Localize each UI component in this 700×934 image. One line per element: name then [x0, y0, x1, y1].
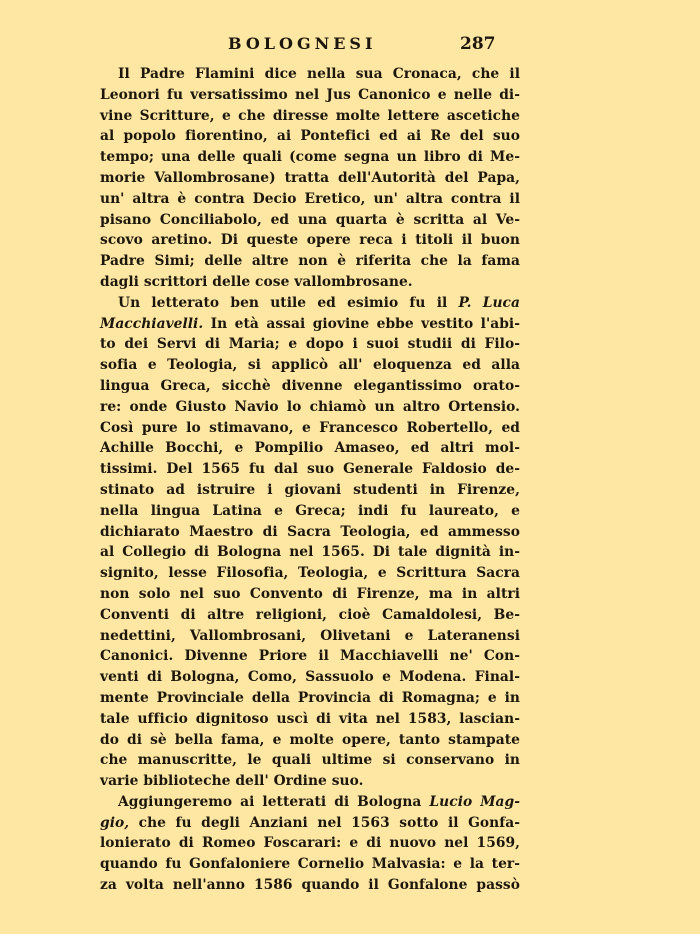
text-line — [100, 459, 520, 480]
text-line — [100, 480, 520, 501]
text-line — [100, 106, 520, 127]
text-line — [100, 126, 520, 147]
text-line — [100, 730, 520, 751]
text-segment: do di sè bella fama, e molte opere, tanto stampate — [100, 731, 520, 748]
italic-text: gio, — [100, 814, 130, 831]
text-line — [100, 813, 520, 834]
italic-text: Lucio Mag- — [429, 793, 520, 810]
text-segment: tissimi. Del 1565 fu dal suo Generale Faldosio de- — [100, 461, 520, 478]
text-line — [100, 542, 520, 563]
text-line — [100, 438, 520, 459]
text-segment: non solo nel suo Convento di Firenze, ma in altri — [100, 585, 520, 602]
text-line — [100, 85, 520, 106]
text-line — [100, 418, 520, 439]
text-segment: morie Vallombrosane) tratta dell'Autorità del Papa, — [100, 169, 520, 186]
text-segment: quando fu Gonfaloniere Cornelio Malvasia: e la ter- — [100, 856, 520, 873]
text-segment: vine Scritture, e che diresse molte lettere ascetiche — [100, 107, 520, 124]
text-line — [100, 605, 520, 626]
text-segment: varie biblioteche dell' Ordine suo. — [100, 773, 364, 790]
text-segment: pisano Conciliabolo, ed una quarta è scritta al Ve- — [100, 211, 520, 228]
text-segment: lonierato di Romeo Foscarari: e di nuovo nel 1569, — [100, 835, 520, 852]
text-segment: venti di Bologna, Como, Sassuolo e Modena. Final- — [100, 669, 520, 686]
text-segment: za volta nell'anno 1586 quando il Gonfalone passò — [100, 877, 520, 894]
text-segment: In età assai giovine ebbe vestito l'abi- — [203, 315, 520, 332]
text-line — [100, 272, 520, 293]
text-segment: mente Provinciale della Provincia di Romagna; e in — [100, 689, 520, 706]
italic-text: P. Luca — [458, 294, 520, 311]
text-segment: scovo aretino. Di queste opere reca i titoli il buon — [100, 232, 520, 249]
text-line — [100, 667, 520, 688]
text-line — [100, 501, 520, 522]
text-line — [100, 210, 520, 231]
text-line — [100, 189, 520, 210]
text-segment: Leonori fu versatissimo nel Jus Canonico e nelle di- — [100, 86, 520, 103]
text-segment: signito, lesse Filosofia, Teologia, e Scrittura Sacra — [100, 565, 520, 582]
text-segment: al popolo fiorentino, ai Pontefici ed ai Re del suo — [100, 128, 520, 145]
running-title: BOLOGNESI — [228, 34, 377, 53]
text-line — [100, 584, 520, 605]
text-segment: re: onde Giusto Navio lo chiamò un altro Ortensio. — [100, 398, 520, 415]
text-segment: Un letterato ben utile ed esimio fu il — [118, 294, 459, 311]
text-line — [100, 314, 520, 335]
text-segment: Così pure lo stimavano, e Francesco Robertello, ed — [100, 419, 520, 436]
text-segment: Achille Bocchi, e Pompilio Amaseo, ed altri mol- — [100, 440, 520, 457]
text-segment: nedettini, Vallombrosani, Olivetani e Lateranensi — [100, 627, 520, 644]
text-segment: al Collegio di Bologna nel 1565. Di tale dignità in- — [100, 544, 520, 561]
text-segment: Il Padre Flamini dice nella sua Cronaca, che il — [118, 66, 520, 82]
text-line — [100, 376, 520, 397]
text-line — [100, 688, 520, 709]
body-text — [100, 64, 520, 896]
text-segment: nella lingua Latina e Greca; indi fu laureato, e — [100, 502, 520, 519]
page-header — [0, 30, 700, 56]
text-segment: stinato ad istruire i giovani studenti in Firenze, — [100, 481, 520, 498]
text-segment: lingua Greca, sicchè divenne elegantissimo orato- — [100, 377, 520, 394]
text-line — [100, 147, 520, 168]
text-segment: Canonici. Divenne Priore il Macchiavelli ne' Con- — [100, 648, 520, 665]
italic-text: Macchiavelli. — [100, 315, 204, 332]
text-segment: dichiarato Maestro di Sacra Teologia, ed ammesso — [100, 523, 520, 540]
text-line — [100, 522, 520, 543]
text-line — [100, 792, 520, 813]
text-segment: sofia e Teologia, si applicò all' eloquenza ed alla — [100, 357, 520, 374]
text-line — [100, 750, 520, 771]
text-segment: tempo; una delle quali (come segna un libro di Me- — [100, 149, 520, 166]
text-segment: che fu degli Anziani nel 1563 sotto il Gonfa- — [129, 814, 520, 831]
text-segment: un' altra è contra Decio Eretico, un' altra contra il — [100, 190, 520, 207]
text-segment: dagli scrittori delle cose vallombrosane. — [100, 273, 413, 290]
text-line — [100, 230, 520, 251]
text-line — [100, 833, 520, 854]
text-segment: che manuscritte, le quali ultime si conservano in — [100, 752, 520, 769]
text-line — [100, 854, 520, 875]
text-line — [100, 875, 520, 896]
text-line — [100, 334, 520, 355]
text-line — [100, 397, 520, 418]
text-segment: Conventi di altre religioni, cioè Camaldolesi, Be- — [100, 606, 520, 623]
text-line — [100, 709, 520, 730]
text-segment: Aggiungeremo ai letterati di Bologna — [118, 793, 430, 810]
text-line — [100, 771, 520, 792]
text-line — [100, 168, 520, 189]
page-number: 287 — [460, 34, 496, 54]
text-line — [100, 251, 520, 272]
text-segment: tale ufficio dignitoso uscì di vita nel 1583, lascian- — [100, 710, 520, 727]
text-line — [100, 646, 520, 667]
text-line — [100, 626, 520, 647]
text-line — [100, 64, 520, 85]
text-segment: to dei Servi di Maria; e dopo i suoi studii di Filo- — [100, 336, 520, 353]
text-segment: Padre Simi; delle altre non è riferita che la fama — [100, 253, 520, 270]
text-line — [100, 293, 520, 314]
text-line — [100, 563, 520, 584]
text-line — [100, 355, 520, 376]
